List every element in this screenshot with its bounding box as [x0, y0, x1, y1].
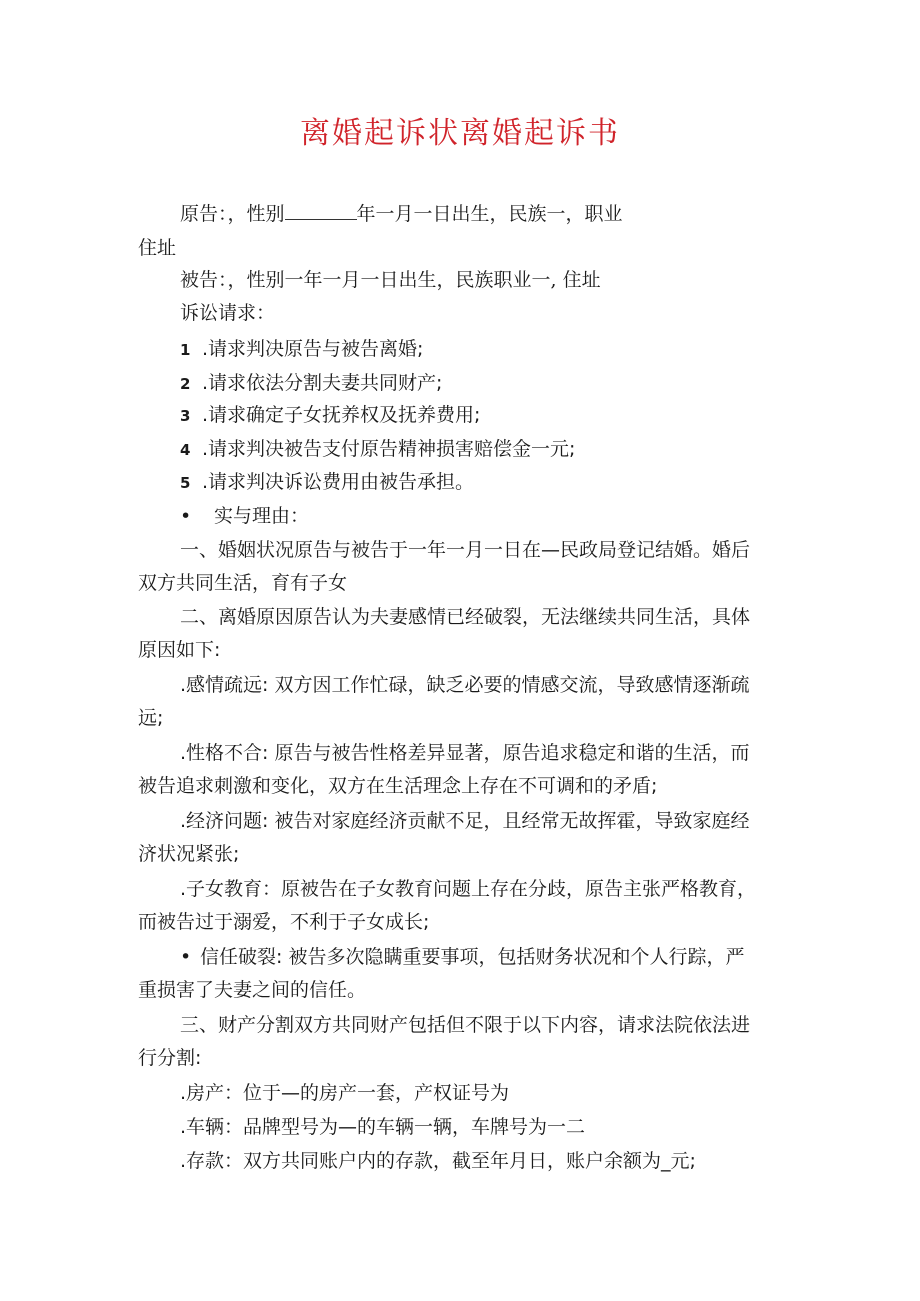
claim-number: 5 [180, 474, 191, 492]
reason-trust-line1 [180, 940, 744, 974]
claim-text: .请求判决诉讼费用由被告承担。 [202, 471, 475, 493]
defendant-line: 被告：，性别一年一月一日出生，民族职业一, 住址 [180, 269, 601, 291]
plaintiff-details: 年一月一日出生，民族一，职业 [356, 203, 623, 225]
facts-heading: 实与理由： [214, 505, 310, 527]
section3-line1: 三、财产分割双方共同财产包括但不限于以下内容，请求法院依法进 [180, 1014, 751, 1036]
plaintiff-label: 原告：，性别 [180, 203, 285, 225]
reason-trust-line2: 重损害了夫妻之间的信任。 [138, 979, 367, 1001]
claim-text: .请求判决被告支付原告精神损害赔偿金一元; [202, 438, 576, 460]
reason-emotional-line2: 远; [138, 707, 164, 729]
reason-education-line1: .子女教育：原被告在子女教育问题上存在分歧，原告主张严格教育， [180, 878, 757, 900]
section2-line1: 二、离婚原因原告认为夫妻感情已经破裂，无法继续共同生活，具体 [180, 606, 751, 628]
facts-heading-line [180, 499, 309, 533]
claim-text: .请求依法分割夫妻共同财产; [202, 372, 443, 394]
blank-underline [285, 201, 357, 220]
reason-personality-line2: 被告追求刺激和变化，双方在生活理念上存在不可调和的矛盾; [138, 775, 658, 797]
reason-personality-line1: .性格不合: 原告与被告性格差异显著，原告追求稳定和谐的生活，而 [180, 742, 750, 764]
reason-economic-line2: 济状况紧张; [138, 843, 240, 865]
claim-number: 2 [180, 375, 191, 393]
claim-number: 3 [180, 407, 191, 425]
claim-number: 1 [180, 341, 191, 359]
section3-line2: 行分割: [138, 1047, 202, 1069]
plaintiff-line [180, 197, 623, 231]
section1-line1: 一、婚姻状况原告与被告于一年一月一日在—民政局登记结婚。婚后 [180, 539, 751, 561]
claim-item [180, 432, 575, 467]
claim-text: .请求确定子女抚养权及抚养费用; [202, 404, 481, 426]
property-vehicle: .车辆：品牌型号为—的车辆一辆，车牌号为一二 [180, 1116, 586, 1138]
reason-economic-line1: .经济问题: 被告对家庭经济贡献不足，且经常无故挥霍，导致家庭经 [180, 810, 750, 832]
claim-text: .请求判决原告与被告离婚; [202, 338, 424, 360]
claim-item [180, 465, 474, 500]
property-house: .房产：位于—的房产一套，产权证号为 [180, 1082, 510, 1104]
section2-line2: 原因如下: [138, 639, 221, 661]
bullet: • [180, 946, 192, 968]
claim-item [180, 332, 423, 367]
claim-item [180, 398, 480, 433]
bullet: • [180, 505, 192, 527]
property-deposit: .存款：双方共同账户内的存款，截至年月日，账户余额为_元; [180, 1150, 696, 1172]
document-title: 离婚起诉状离婚起诉书 [300, 116, 620, 151]
plaintiff-address: 住址 [138, 237, 177, 259]
claim-item [180, 366, 442, 401]
reason-education-line2: 而被告过于溺爱，不利于子女成长; [138, 911, 430, 933]
reason-trust-text: 信任破裂: 被告多次隐瞒重要事项，包括财务状况和个人行踪，严 [200, 946, 745, 968]
claim-number: 4 [180, 441, 191, 459]
reason-emotional-line1: .感情疏远: 双方因工作忙碌，缺乏必要的情感交流，导致感情逐渐疏 [180, 674, 750, 696]
section1-line2: 双方共同生活，育有子女 [138, 572, 348, 594]
claims-heading: 诉讼请求： [180, 302, 276, 324]
